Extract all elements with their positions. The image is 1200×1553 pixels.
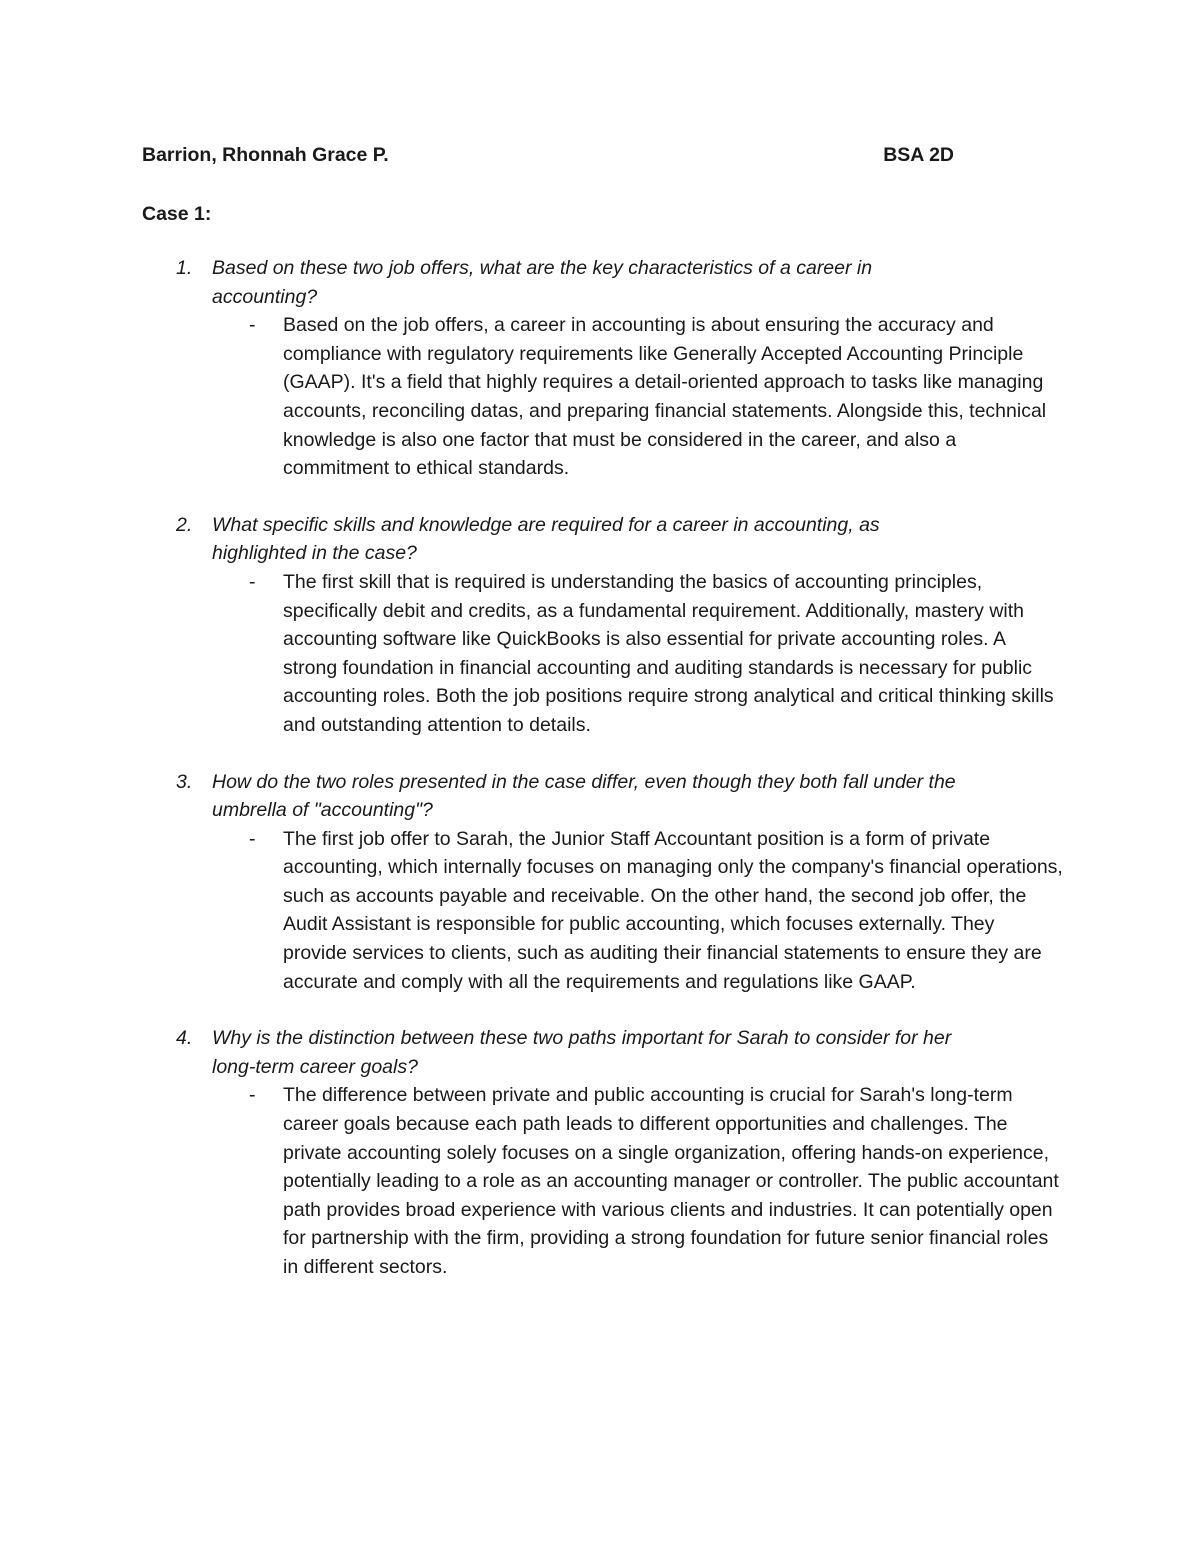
- answer-label: The first job offer to Sarah, the Junior Staff Accountant position is a form of private accounting, which internally focuses on managing only the company's financial operations, such as accounts payable and receivable. On the other hand, the second job offer, the Audit Assistant is responsible for public accounting, which focuses externally. They provide services to clients, such as auditing their financial statements to ensure they are accurate and comply with all the requirements and regulations like GAAP.: [283, 827, 1063, 993]
- answer-label: Based on the job offers, a career in accounting is about ensuring the accuracy and compliance with regulatory requirements like Generally Accepted Accounting Principle (GAAP). It's a field that highly requires a detail-oriented approach to tasks like managing accounts, reconciling datas, and preparing financial statements. Alongside this, technical knowledge is also one factor that must be considered in the career, and also a commitment to ethical standards.: [283, 314, 1047, 480]
- answer-label: The difference between private and public accounting is crucial for Sarah's long-term career goals because each path leads to different opportunities and challenges. The private accounting solely focuses on a single organization, offering hands-on experience, potentially leading to a role as an accounting manager or controller. The public accountant path provides broad experience with various clients and industries. It can potentially open for partnership with the firm, providing a strong foundation for future senior financial roles in different sectors.: [283, 1084, 1059, 1278]
- answer-bullet: -: [249, 1084, 256, 1107]
- answer-text: [0, 311, 1063, 483]
- answer-text: [0, 568, 1063, 740]
- answer-bullet: -: [249, 570, 256, 593]
- answer-bullet: -: [249, 314, 256, 337]
- document-header: [142, 140, 954, 170]
- question-label: What specific skills and knowledge are required for a career in accounting, as highlighted in the case?: [212, 513, 880, 565]
- answer-text: [0, 825, 1063, 997]
- question-text: [0, 1024, 972, 1081]
- question-item-4: [0, 1024, 1200, 1281]
- question-item-1: [0, 254, 1200, 483]
- question-text: [0, 768, 972, 825]
- question-number: 1.: [176, 257, 193, 279]
- case-title: Case 1:: [142, 203, 212, 225]
- answer-label: The first skill that is required is understanding the basics of accounting principles, specifically debit and credits, as a fundamental requirement. Additionally, mastery with accounting software like QuickBooks is also essential for private accounting roles. A strong foundation in financial accounting and auditing standards is necessary for public accounting roles. Both the job positions require strong analytical and critical thinking skills and outstanding attention to details.: [283, 570, 1054, 736]
- question-label: Based on these two job offers, what are the key characteristics of a career in accounting?: [212, 257, 873, 308]
- question-number: 4.: [176, 1027, 193, 1050]
- question-label: Why is the distinction between these two paths important for Sarah to consider for her long-term career goals?: [212, 1027, 952, 1078]
- question-number: 3.: [176, 770, 193, 793]
- student-name: Barrion, Rhonnah Grace P.: [142, 144, 389, 166]
- question-label: How do the two roles presented in the case differ, even though they both fall under the umbrella of "accounting"?: [212, 770, 956, 822]
- question-list: [0, 254, 1200, 1310]
- answer-bullet: -: [249, 827, 256, 850]
- question-item-3: [0, 768, 1200, 997]
- question-text: [0, 254, 972, 311]
- answer-text: [0, 1081, 1063, 1281]
- question-item-2: [0, 511, 1200, 740]
- question-text: [0, 511, 972, 568]
- question-number: 2.: [176, 513, 193, 536]
- student-section: BSA 2D: [883, 144, 954, 166]
